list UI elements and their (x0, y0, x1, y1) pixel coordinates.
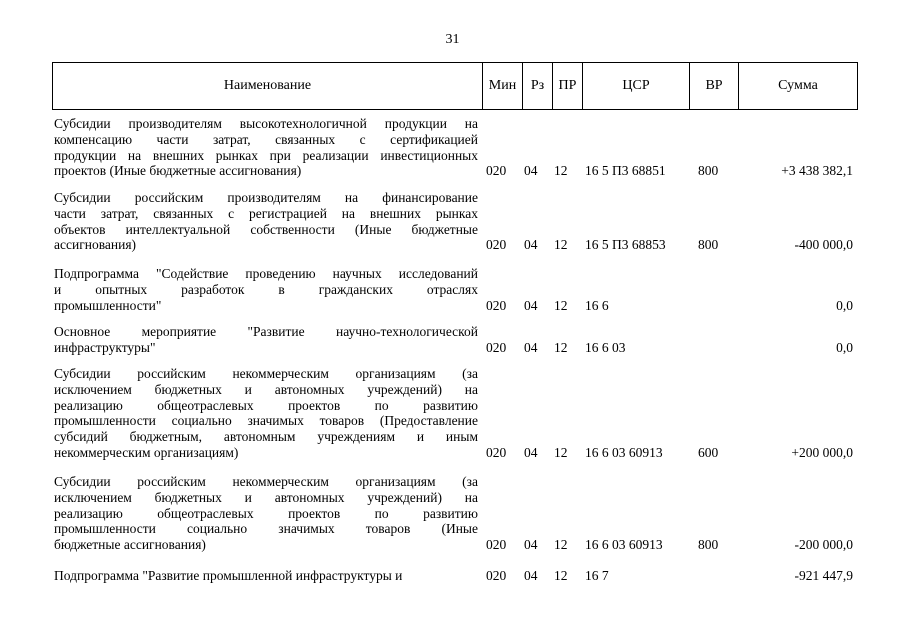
table-row (52, 116, 857, 179)
cell-pr: 12 (554, 445, 568, 460)
row-name-line: промышленности социально значимых товаров (Предоставление (54, 413, 478, 429)
row-name (54, 266, 478, 313)
row-name-line: исключением бюджетных и автономных учреждений) на (54, 381, 478, 397)
row-name-line: некоммерческим организациям) (54, 444, 239, 460)
cell-rz: 04 (524, 537, 538, 553)
row-name-line: проектов (Иные бюджетные ассигнования) (54, 163, 302, 179)
header-pr: ПР (553, 63, 583, 110)
cell-min: 020 (486, 339, 507, 355)
row-name-line: Подпрограмма "Развитие промышленной инфраструктуры и (54, 568, 403, 583)
cell-sum: +200 000,0 (791, 445, 853, 460)
row-name-line: и опытных разработок в гражданских отраслях (54, 281, 478, 297)
row-name-line: Основное мероприятие "Развитие научно-технологической (54, 324, 478, 339)
cell-min: 020 (486, 445, 507, 460)
row-name (54, 568, 478, 584)
row-name-line: реализацию общеотраслевых проектов по развитию (54, 397, 478, 413)
cell-sum: -921 447,9 (794, 568, 853, 583)
row-name-line: объектов интеллектуальной собственности (Иные бюджетные (54, 221, 478, 237)
cell-rz: 04 (524, 445, 538, 460)
cell-sum: 0,0 (836, 297, 853, 313)
row-name-line: инфраструктуры" (54, 339, 156, 355)
header-sum: Сумма (739, 63, 858, 110)
cell-csr: 16 6 (585, 297, 609, 313)
cell-csr: 16 7 (585, 568, 609, 583)
cell-pr: 12 (554, 537, 568, 553)
cell-sum: -200 000,0 (794, 537, 853, 553)
cell-rz: 04 (524, 237, 538, 253)
cell-csr: 16 6 03 (585, 339, 626, 355)
cell-rz: 04 (524, 297, 538, 313)
table-row (52, 266, 857, 313)
row-name-line: промышленности" (54, 297, 162, 313)
row-name-line: Субсидии российским производителям на финансирование (54, 190, 478, 205)
cell-pr: 12 (554, 297, 568, 313)
cell-sum: 0,0 (836, 339, 853, 355)
row-name (54, 474, 478, 553)
cell-sum: -400 000,0 (794, 237, 853, 253)
table-row (52, 474, 857, 553)
cell-pr: 12 (554, 339, 568, 355)
row-name-line: субсидий бюджетным, автономным учреждениям и иным (54, 429, 478, 445)
cell-rz: 04 (524, 339, 538, 355)
table-row (52, 324, 857, 356)
header-csr: ЦСР (583, 63, 690, 110)
table-header (52, 62, 858, 110)
row-name-line: продукции на внешних рынках при реализации инвестиционных (54, 147, 478, 163)
cell-min: 020 (486, 163, 507, 179)
cell-pr: 12 (554, 163, 568, 179)
cell-csr: 16 5 П3 68853 (585, 237, 666, 253)
cell-csr: 16 6 03 60913 (585, 537, 663, 553)
row-name-line: Субсидии производителям высокотехнологичной продукции на (54, 116, 478, 131)
cell-vr: 800 (698, 237, 719, 253)
header-rz: Рз (523, 63, 553, 110)
row-name-line: ассигнования) (54, 237, 137, 253)
cell-csr: 16 6 03 60913 (585, 445, 663, 460)
cell-min: 020 (486, 537, 507, 553)
cell-rz: 04 (524, 568, 538, 583)
header-min: Мин (483, 63, 523, 110)
header-name: Наименование (53, 63, 483, 110)
row-name-line: промышленности социально значимых товаров (Иные (54, 521, 478, 537)
table-row (52, 568, 857, 584)
cell-pr: 12 (554, 568, 568, 583)
row-name-line: бюджетные ассигнования) (54, 537, 206, 553)
cell-vr: 600 (698, 445, 719, 460)
cell-min: 020 (486, 568, 507, 583)
row-name-line: Субсидии российским некоммерческим организациям (за (54, 474, 478, 489)
table-row (52, 366, 857, 461)
row-name-line: исключением бюджетных и автономных учреждений) на (54, 489, 478, 505)
row-name (54, 116, 478, 179)
cell-rz: 04 (524, 163, 538, 179)
cell-vr: 800 (698, 537, 719, 553)
row-name (54, 190, 478, 253)
row-name-line: Субсидии российским некоммерческим организациям (за (54, 366, 478, 381)
cell-min: 020 (486, 297, 507, 313)
row-name-line: Подпрограмма "Содействие проведению научных исследований (54, 266, 478, 281)
cell-csr: 16 5 П3 68851 (585, 163, 666, 179)
cell-min: 020 (486, 237, 507, 253)
row-name (54, 366, 478, 461)
cell-vr: 800 (698, 163, 719, 179)
cell-pr: 12 (554, 237, 568, 253)
page-number: 31 (445, 32, 460, 47)
header-vr: ВР (690, 63, 739, 110)
row-name-line: части затрат, связанных с регистрацией на внешних рынках (54, 205, 478, 221)
row-name-line: реализацию общеотраслевых проектов по развитию (54, 505, 478, 521)
table-row (52, 190, 857, 253)
row-name (54, 324, 478, 356)
cell-sum: +3 438 382,1 (781, 163, 853, 179)
row-name-line: компенсацию части затрат, связанных с сертификацией (54, 131, 478, 147)
